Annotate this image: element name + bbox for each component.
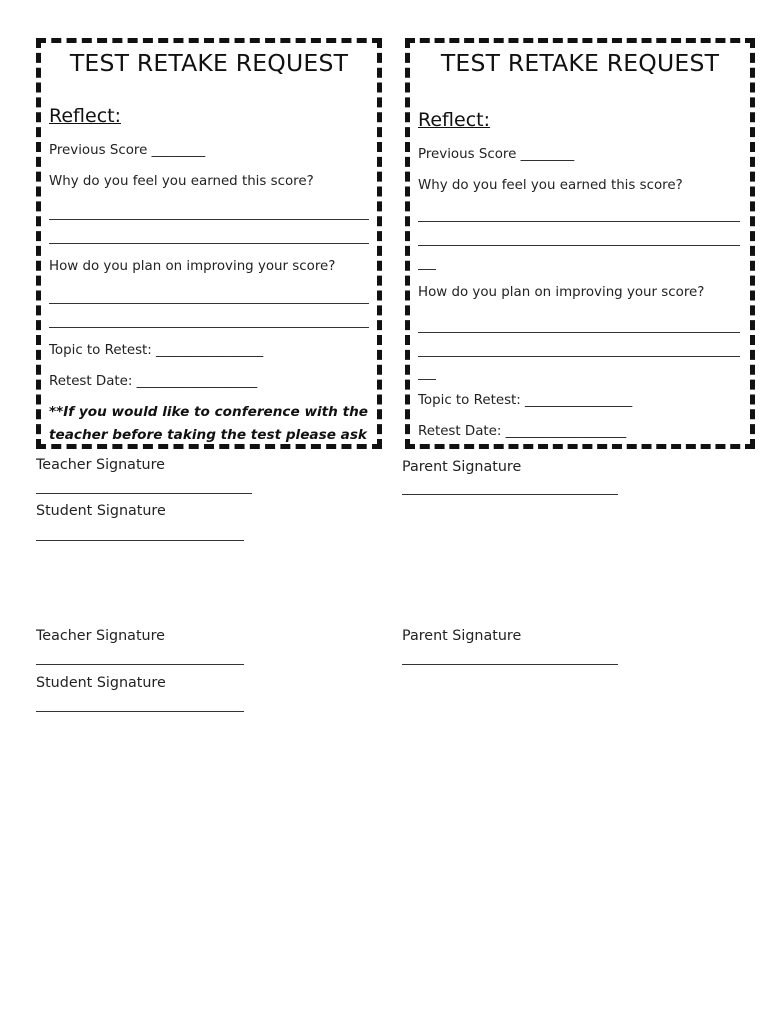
answer-line	[418, 221, 740, 222]
student-signature-label: Student Signature	[36, 503, 166, 519]
why-question: Why do you feel you earned this score?	[49, 174, 314, 189]
retake-card-right	[405, 38, 755, 449]
retest-date-field: Retest Date: __________________	[49, 374, 258, 389]
topic-field: Topic to Retest: ________________	[49, 343, 264, 358]
previous-score-field: Previous Score ________	[418, 147, 575, 162]
conference-note-line1: **If you would like to conference with the	[49, 404, 368, 420]
answer-line	[49, 243, 369, 244]
teacher-signature-label: Teacher Signature	[36, 628, 165, 644]
student-signature-line	[36, 711, 244, 712]
retest-date-field: Retest Date: __________________	[418, 424, 627, 439]
retake-card-left	[36, 38, 382, 449]
card-title: TEST RETAKE REQUEST	[440, 49, 720, 77]
answer-line	[418, 245, 740, 246]
reflect-heading: Reflect:	[49, 105, 121, 127]
teacher-signature-line	[36, 664, 244, 665]
student-signature-line	[36, 540, 244, 541]
teacher-signature-line	[36, 493, 252, 494]
answer-line	[49, 327, 369, 328]
answer-line	[418, 269, 436, 270]
improve-question: How do you plan on improving your score?	[49, 259, 336, 274]
student-signature-label: Student Signature	[36, 675, 166, 691]
improve-question: How do you plan on improving your score?	[418, 285, 705, 300]
reflect-heading: Reflect:	[418, 109, 490, 131]
parent-signature-label: Parent Signature	[402, 459, 522, 475]
teacher-signature-label: Teacher Signature	[36, 457, 165, 473]
why-question: Why do you feel you earned this score?	[418, 178, 683, 193]
answer-line	[418, 332, 740, 333]
parent-signature-line	[402, 494, 618, 495]
conference-note-line2: teacher before taking the test please ask	[49, 427, 367, 443]
previous-score-field: Previous Score ________	[49, 143, 206, 158]
answer-line	[49, 219, 369, 220]
parent-signature-line	[402, 664, 618, 665]
answer-line	[49, 303, 369, 304]
card-title: TEST RETAKE REQUEST	[69, 49, 349, 77]
answer-line	[418, 356, 740, 357]
answer-line	[418, 379, 436, 380]
parent-signature-label: Parent Signature	[402, 628, 522, 644]
topic-field: Topic to Retest: ________________	[418, 393, 633, 408]
